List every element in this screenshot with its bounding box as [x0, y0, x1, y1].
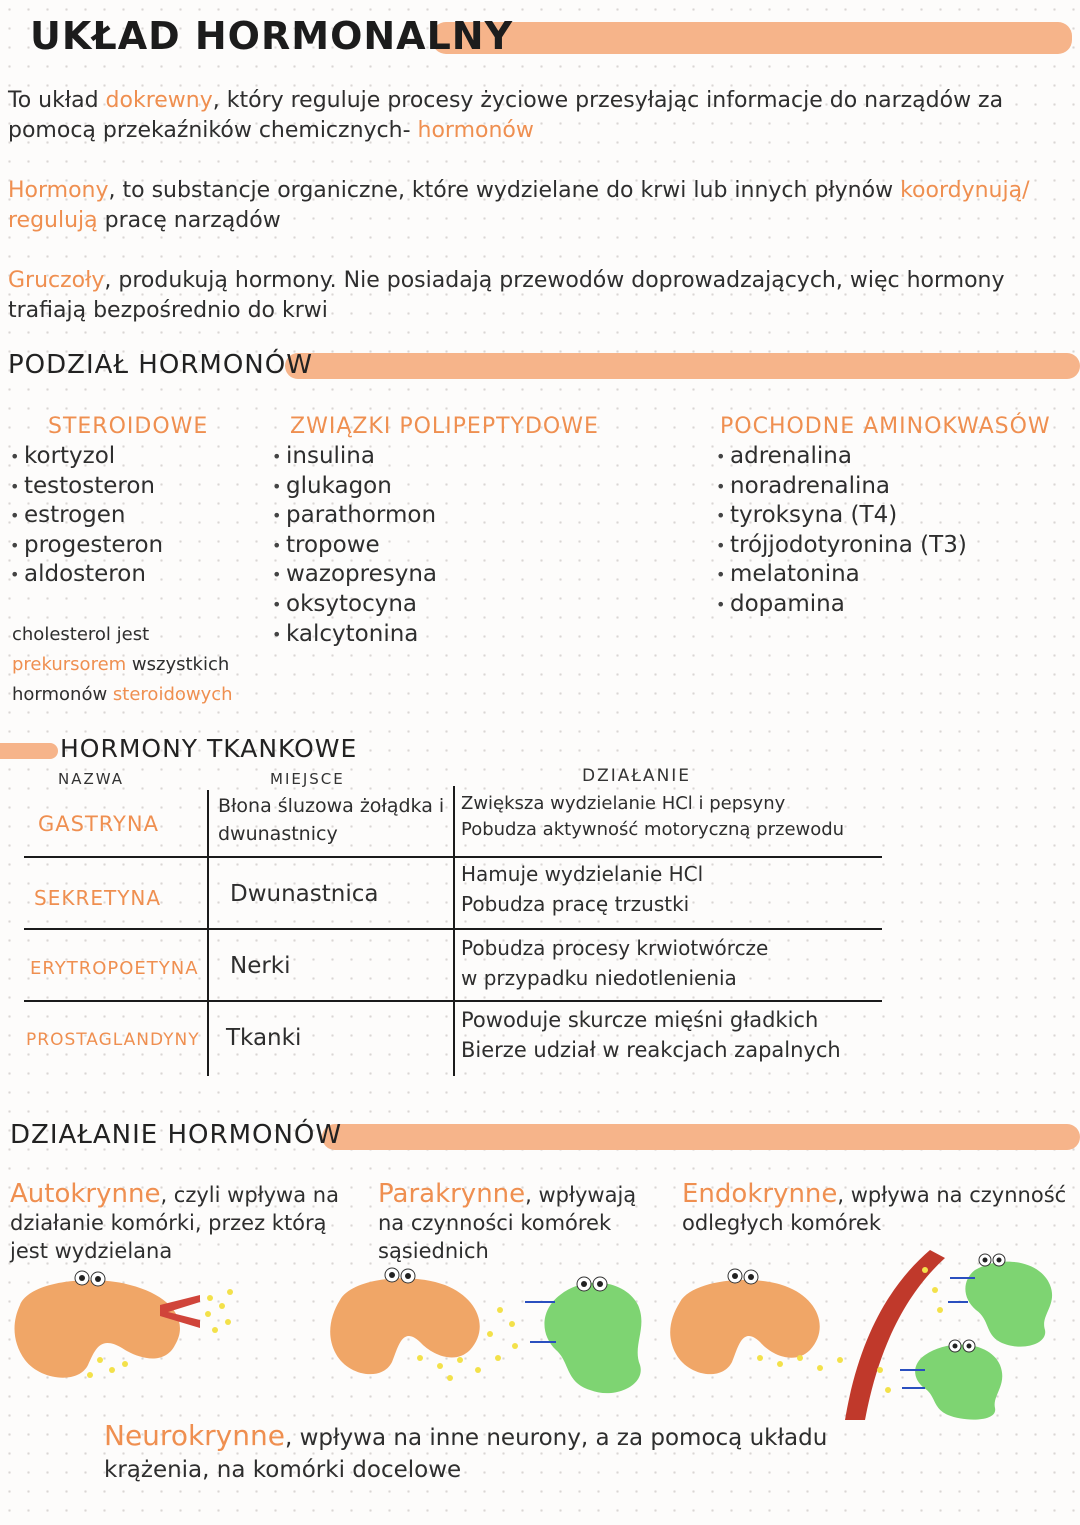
list-item: • estrogen	[10, 501, 240, 531]
list-item: • adrenalina	[716, 442, 1056, 472]
table-row-action: Hamuje wydzielanie HCl	[461, 862, 704, 886]
list-item: • kalcytonina	[272, 620, 532, 650]
table-row-place: Błona śluzowa żołądka i dwunastnicy	[218, 795, 445, 845]
term-dokrewny: dokrewny	[105, 88, 213, 113]
tissue-heading: HORMONY TKANKOWE	[60, 734, 358, 763]
col-header-action: DZIAŁANIE	[582, 766, 692, 786]
term-koordynuja: koordynują/ regulują	[8, 178, 1030, 233]
table-row-place: Nerki	[230, 953, 291, 979]
term-parakrynne: Parakrynne	[378, 1179, 526, 1209]
table-row-place: Dwunastnica	[230, 881, 379, 907]
polypeptide-list	[272, 442, 532, 649]
list-item: • kortyzol	[10, 442, 240, 472]
note-text: wszystkich hormonów	[12, 654, 230, 705]
table-row-action: w przypadku niedotlenienia	[461, 966, 737, 990]
intro-paragraph-2	[8, 176, 1068, 236]
action-highlight	[322, 1124, 1080, 1150]
term-gruczoly: Gruczoły	[8, 268, 105, 293]
description-text: , czyli wpływa na działanie komórki, przez którą jest wydzielana	[10, 1183, 339, 1263]
term-hormonow: hormonów	[417, 118, 534, 143]
table-row-name: PROSTAGLANDYNY	[26, 1030, 200, 1050]
table-row-name: SEKRETYNA	[34, 886, 162, 910]
table-divider	[24, 856, 882, 858]
list-item: • noradrenalina	[716, 472, 1056, 502]
steroid-note	[12, 620, 252, 710]
intro-text: , to substancje organiczne, które wydzielane do krwi lub innych płynów	[108, 178, 901, 203]
list-item: • glukagon	[272, 472, 532, 502]
table-row-name: GASTRYNA	[38, 812, 159, 836]
steroid-title: STEROIDOWE	[48, 414, 209, 439]
intro-paragraph-3	[8, 266, 1008, 326]
division-highlight	[285, 353, 1080, 379]
tissue-highlight	[0, 743, 58, 759]
table-row-action: Bierze udział w reakcjach zapalnych	[461, 1038, 841, 1062]
title-highlight	[432, 22, 1072, 54]
paracrine-cell-illustration	[330, 1268, 641, 1393]
list-item: • trójjodotyronina (T3)	[716, 531, 1056, 561]
polypeptide-title: ZWIĄZKI POLIPEPTYDOWE	[290, 414, 599, 439]
term-prekursorem: prekursorem	[12, 654, 127, 675]
term-neurokrynne: Neurokrynne	[104, 1419, 285, 1452]
intro-paragraph-1	[8, 86, 1008, 146]
note-text: cholesterol jest	[12, 624, 150, 645]
list-item: • dopamina	[716, 590, 1056, 620]
list-item: • melatonina	[716, 560, 1056, 590]
list-item: • wazopresyna	[272, 560, 532, 590]
list-item: • tyroksyna (T4)	[716, 501, 1056, 531]
table-row-action: Pobudza pracę trzustki	[461, 892, 690, 916]
steroid-list	[10, 442, 240, 590]
list-item: • testosteron	[10, 472, 240, 502]
table-row-name: ERYTROPOETYNA	[30, 958, 199, 979]
list-item: • oksytocyna	[272, 590, 532, 620]
term-endokrynne: Endokrynne	[682, 1179, 838, 1209]
amino-title: POCHODNE AMINOKWASÓW	[720, 414, 1051, 439]
action-heading: DZIAŁANIE HORMONÓW	[10, 1120, 343, 1150]
intro-text: pracę narządów	[97, 208, 281, 233]
intro-text: , który reguluje procesy życiowe przesyłając informacje do narządów za pomocą przekaźników chemicznych-	[8, 88, 1004, 143]
description-text: , wpływają na czynności komórek sąsiednich	[378, 1183, 637, 1263]
hormone-action-illustration	[0, 1250, 1080, 1420]
col-header-place: MIEJSCE	[270, 770, 345, 788]
list-item: • tropowe	[272, 531, 532, 561]
table-divider	[453, 786, 455, 1076]
term-hormony: Hormony	[8, 178, 109, 203]
table-row-place: Tkanki	[226, 1025, 302, 1051]
table-divider	[207, 790, 209, 1076]
list-item: • aldosteron	[10, 560, 240, 590]
list-item: • progesteron	[10, 531, 240, 561]
intro-text: , produkują hormony. Nie posiadają przewodów doprowadzających, więc hormony trafiają bezpośrednio do krwi	[8, 268, 1005, 323]
description-text: , wpływa na czynność odległych komórek	[682, 1183, 1067, 1235]
intro-text: To układ	[8, 88, 106, 113]
table-row-action: Pobudza aktywność motoryczną przewodu	[461, 819, 845, 840]
endocrine-cell-illustration	[670, 1250, 1052, 1420]
list-item: • insulina	[272, 442, 532, 472]
table-row-action: Zwiększa wydzielanie HCl i pepsyny	[461, 793, 786, 814]
table-divider	[24, 1000, 882, 1002]
division-heading: PODZIAŁ HORMONÓW	[8, 350, 313, 380]
term-steroidowych: steroidowych	[112, 684, 233, 705]
neurocrine-description	[104, 1420, 844, 1486]
list-item: • parathormon	[272, 501, 532, 531]
table-divider	[24, 928, 882, 930]
amino-list	[716, 442, 1056, 620]
term-autokrynne: Autokrynne	[10, 1179, 161, 1209]
autocrine-cell-illustration	[15, 1271, 233, 1378]
page-title: UKŁAD HORMONALNY	[30, 14, 514, 58]
endocrine-description	[682, 1180, 1072, 1237]
col-header-name: NAZWA	[58, 770, 125, 788]
table-row-action: Powoduje skurcze mięśni gładkich	[461, 1008, 819, 1032]
table-row-action: Pobudza procesy krwiotwórcze	[461, 936, 769, 960]
description-text: , wpływa na inne neurony, a za pomocą układu krążenia, na komórki docelowe	[104, 1425, 828, 1483]
